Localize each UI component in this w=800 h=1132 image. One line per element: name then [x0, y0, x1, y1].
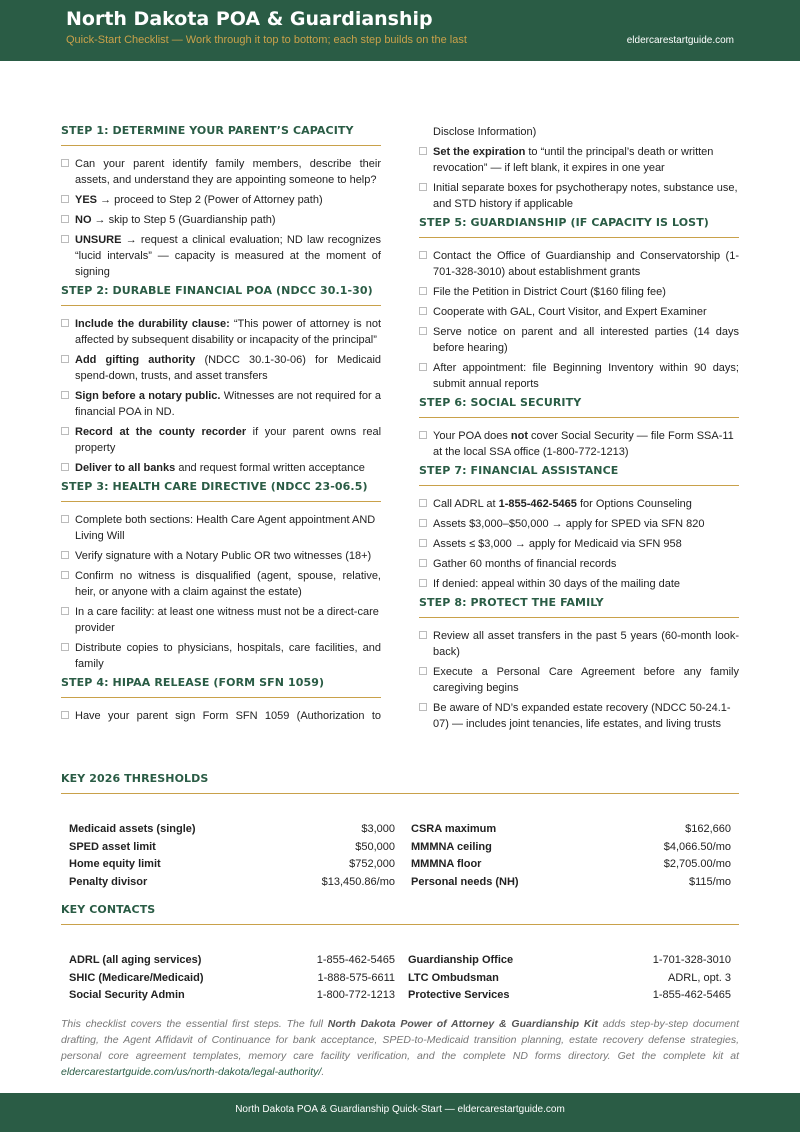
step6-heading: STEP 6: SOCIAL SECURITY — [419, 396, 739, 418]
checklist-item: Verify signature with a Notary Public OR two witnesses (18+) — [61, 548, 381, 564]
checklist-item: Serve notice on parent and all interested parties (14 days before hearing) — [419, 324, 739, 356]
checklist-item: Distribute copies to physicians, hospitals, care facilities, and family — [61, 640, 381, 672]
value: $752,000 — [349, 858, 395, 871]
checklist-item: Initial separate boxes for psychotherapy notes, substance use, and STD history if applicable — [419, 180, 739, 212]
thresholds-heading: KEY 2026 THRESHOLDS — [61, 772, 739, 794]
checkbox[interactable] — [61, 159, 69, 167]
key-label: CSRA maximum — [411, 823, 497, 835]
checkbox[interactable] — [61, 711, 69, 719]
table-row — [69, 970, 731, 988]
checklist-item: Your POA does not cover Social Security — file Form SSA-11 at the local SSA office (1-800-772-1213) — [419, 428, 739, 460]
key-label: LTC Ombudsman — [408, 971, 499, 984]
checkbox[interactable] — [61, 215, 69, 223]
key-label: Social Security Admin — [69, 989, 185, 1002]
checklist-item: Gather 60 months of financial records — [419, 556, 739, 572]
key-label: MMMNA ceiling — [411, 840, 492, 853]
step3-heading: STEP 3: HEALTH CARE DIRECTIVE (NDCC 23-06.5) — [61, 480, 381, 502]
checkbox[interactable] — [419, 307, 427, 315]
checklist-item: Assets ≤ $3,000 → apply for Medicaid via SFN 958 — [419, 536, 739, 552]
step4-section — [61, 676, 381, 724]
table-row — [69, 839, 731, 857]
value: 1-888-575-6611 — [317, 971, 395, 984]
checkbox[interactable] — [419, 667, 427, 675]
table-row — [69, 874, 731, 892]
checklist-item: Confirm no witness is disqualified (agent, spouse, relative, heir, or anyone with a claim against the estate) — [61, 568, 381, 600]
checklist-item: In a care facility: at least one witness must not be a direct-care provider — [61, 604, 381, 636]
step3-section — [61, 480, 381, 672]
value: $4,066.50/mo — [663, 840, 731, 853]
checklist-item: Call ADRL at 1-855-462-5465 for Options Counseling — [419, 496, 739, 512]
checklist-item: Record at the county recorder if your parent owns real property — [61, 424, 381, 456]
step7-heading: STEP 7: FINANCIAL ASSISTANCE — [419, 464, 739, 486]
value: 1-855-462-5465 — [652, 989, 731, 1002]
checklist-item: Sign before a notary public. Witnesses are not required for a financial POA in ND. — [61, 388, 381, 420]
checkbox[interactable] — [61, 391, 69, 399]
checkbox[interactable] — [419, 287, 427, 295]
checklist-item: After appointment: file Beginning Inventory within 90 days; submit annual reports — [419, 360, 739, 392]
value: $115/mo — [689, 876, 731, 889]
value: $2,705.00/mo — [663, 858, 731, 871]
footer-text: North Dakota POA & Guardianship Quick-Start — eldercarestartguide.com — [235, 1104, 565, 1115]
step2-section — [61, 284, 381, 476]
step1-heading: STEP 1: DETERMINE YOUR PARENT’S CAPACITY — [61, 124, 381, 146]
checklist-item: UNSURE → request a clinical evaluation; ND law recognizes “lucid intervals” — capacity is measured at the moment of signing — [61, 232, 381, 280]
value: $50,000 — [355, 840, 395, 853]
checkbox[interactable] — [61, 427, 69, 435]
step1-section — [61, 124, 381, 280]
value: ADRL, opt. 3 — [668, 971, 731, 984]
step8-section — [419, 596, 739, 732]
thresholds-heading-block — [61, 772, 739, 794]
checkbox[interactable] — [419, 251, 427, 259]
key-label: Personal needs (NH) — [411, 876, 519, 889]
kit-url-link[interactable]: eldercarestartguide.com/us/north-dakota/legal-authority/ — [61, 1066, 322, 1078]
checklist-item: YES → proceed to Step 2 (Power of Attorney path) — [61, 192, 381, 208]
checkbox[interactable] — [419, 539, 427, 547]
value: 1-701-328-3010 — [652, 954, 731, 966]
checkbox[interactable] — [61, 319, 69, 327]
step6-section — [419, 396, 739, 460]
checklist-item: Set the expiration to “until the principal’s death or written revocation” — if left blank, it expires in one year — [419, 144, 739, 176]
value: $13,450.86/mo — [321, 876, 395, 889]
checkbox[interactable] — [419, 579, 427, 587]
checkbox[interactable] — [61, 235, 69, 243]
checkbox[interactable] — [61, 607, 69, 615]
step5-section — [419, 216, 739, 392]
key-label: SHIC (Medicare/Medicaid) — [69, 971, 204, 984]
checkbox[interactable] — [419, 559, 427, 567]
checklist-item: File the Petition in District Court ($160 filing fee) — [419, 284, 739, 300]
left-column — [61, 124, 381, 728]
value: 1-800-772-1213 — [316, 989, 395, 1002]
key-label: Medicaid assets (single) — [69, 823, 196, 835]
value: $3,000 — [361, 823, 395, 835]
checkbox[interactable] — [419, 363, 427, 371]
checkbox[interactable] — [61, 355, 69, 363]
checklist-item: Cooperate with GAL, Court Visitor, and Expert Examiner — [419, 304, 739, 320]
checklist-item: Execute a Personal Care Agreement before any family caregiving begins — [419, 664, 739, 696]
kit-name: North Dakota Power of Attorney & Guardianship Kit — [327, 1018, 598, 1030]
value: $162,660 — [685, 823, 731, 835]
table-row — [69, 821, 731, 839]
checklist-item: Add gifting authority (NDCC 30.1-30-06) for Medicaid spend-down, trusts, and asset transfers — [61, 352, 381, 384]
checkbox[interactable] — [419, 631, 427, 639]
checkbox[interactable] — [419, 147, 427, 155]
checkbox[interactable] — [419, 327, 427, 335]
thresholds-table — [69, 821, 731, 892]
checklist-item: Can your parent identify family members, describe their assets, and understand they are appointing someone to help? — [61, 156, 381, 188]
checklist-item: Review all asset transfers in the past 5 years (60-month look-back) — [419, 628, 739, 660]
page-header — [0, 0, 800, 61]
checkbox[interactable] — [61, 195, 69, 203]
step8-heading: STEP 8: PROTECT THE FAMILY — [419, 596, 739, 618]
key-label: ADRL (all aging services) — [69, 954, 202, 966]
checkbox[interactable] — [61, 463, 69, 471]
step2-heading: STEP 2: DURABLE FINANCIAL POA (NDCC 30.1-30) — [61, 284, 381, 306]
header-site-link[interactable]: eldercarestartguide.com — [626, 35, 734, 46]
key-label: Guardianship Office — [408, 954, 514, 966]
checklist-item: Complete both sections: Health Care Agent appointment AND Living Will — [61, 512, 381, 544]
checkbox[interactable] — [61, 643, 69, 651]
table-row — [69, 952, 731, 970]
checkbox[interactable] — [61, 551, 69, 559]
checkbox[interactable] — [419, 519, 427, 527]
key-label: SPED asset limit — [69, 840, 156, 853]
table-row — [69, 856, 731, 874]
checkbox[interactable] — [419, 499, 427, 507]
key-label: Penalty divisor — [69, 876, 148, 889]
step5-heading: STEP 5: GUARDIANSHIP (IF CAPACITY IS LOST) — [419, 216, 739, 238]
checkbox[interactable] — [419, 703, 427, 711]
checklist-item: If denied: appeal within 30 days of the mailing date — [419, 576, 739, 592]
key-label: MMMNA floor — [411, 858, 482, 871]
step4-heading: STEP 4: HIPAA RELEASE (FORM SFN 1059) — [61, 676, 381, 698]
checklist-item: Assets $3,000–$50,000 → apply for SPED via SFN 820 — [419, 516, 739, 532]
step7-section — [419, 464, 739, 592]
checkbox[interactable] — [419, 431, 427, 439]
checkbox[interactable] — [61, 515, 69, 523]
key-label: Protective Services — [408, 989, 510, 1002]
value: 1-855-462-5465 — [316, 954, 395, 966]
checklist-item: Contact the Office of Guardianship and Conservatorship (1-701-328-3010) about establishment grants — [419, 248, 739, 280]
right-column — [419, 124, 739, 736]
checklist-item-continued: Disclose Information) — [433, 126, 537, 138]
checklist-item: Have your parent sign Form SFN 1059 (Authorization to — [61, 708, 381, 724]
contacts-heading-block — [61, 903, 739, 925]
page-subtitle: Quick-Start Checklist — Work through it top to bottom; each step builds on the last — [66, 34, 467, 46]
contacts-table — [69, 952, 731, 1005]
table-row — [69, 987, 731, 1005]
page-title: North Dakota POA & Guardianship — [66, 8, 433, 30]
checkbox[interactable] — [419, 183, 427, 191]
key-label: Home equity limit — [69, 858, 161, 871]
contacts-heading: KEY CONTACTS — [61, 903, 739, 925]
checklist-item: Include the durability clause: “This power of attorney is not affected by subsequent disability or incapacity of the principal” — [61, 316, 381, 348]
checkbox[interactable] — [61, 571, 69, 579]
checklist-item: Be aware of ND’s expanded estate recovery (NDCC 50-24.1-07) — includes joint tenancies, life estates, and living trusts — [419, 700, 739, 732]
kit-promo-note: This checklist covers the essential first steps. The full North Dakota Power of Attorney & Guardianship Kit adds step-by-step document drafting, the Agent Affidavit of Continuance for bank acceptance, SPED-to-Medicaid transition planning, estate recovery defense strategies, personal core agreement templates, memory care facility verification, and the complete ND forms directory. Get the complete kit at eldercarestartguide.com/us/north-dakota/legal-authority/. — [61, 1018, 739, 1078]
checklist-item: NO → skip to Step 5 (Guardianship path) — [61, 212, 381, 228]
page-footer — [0, 1093, 800, 1132]
checklist-item: Deliver to all banks and request formal written acceptance — [61, 460, 381, 476]
